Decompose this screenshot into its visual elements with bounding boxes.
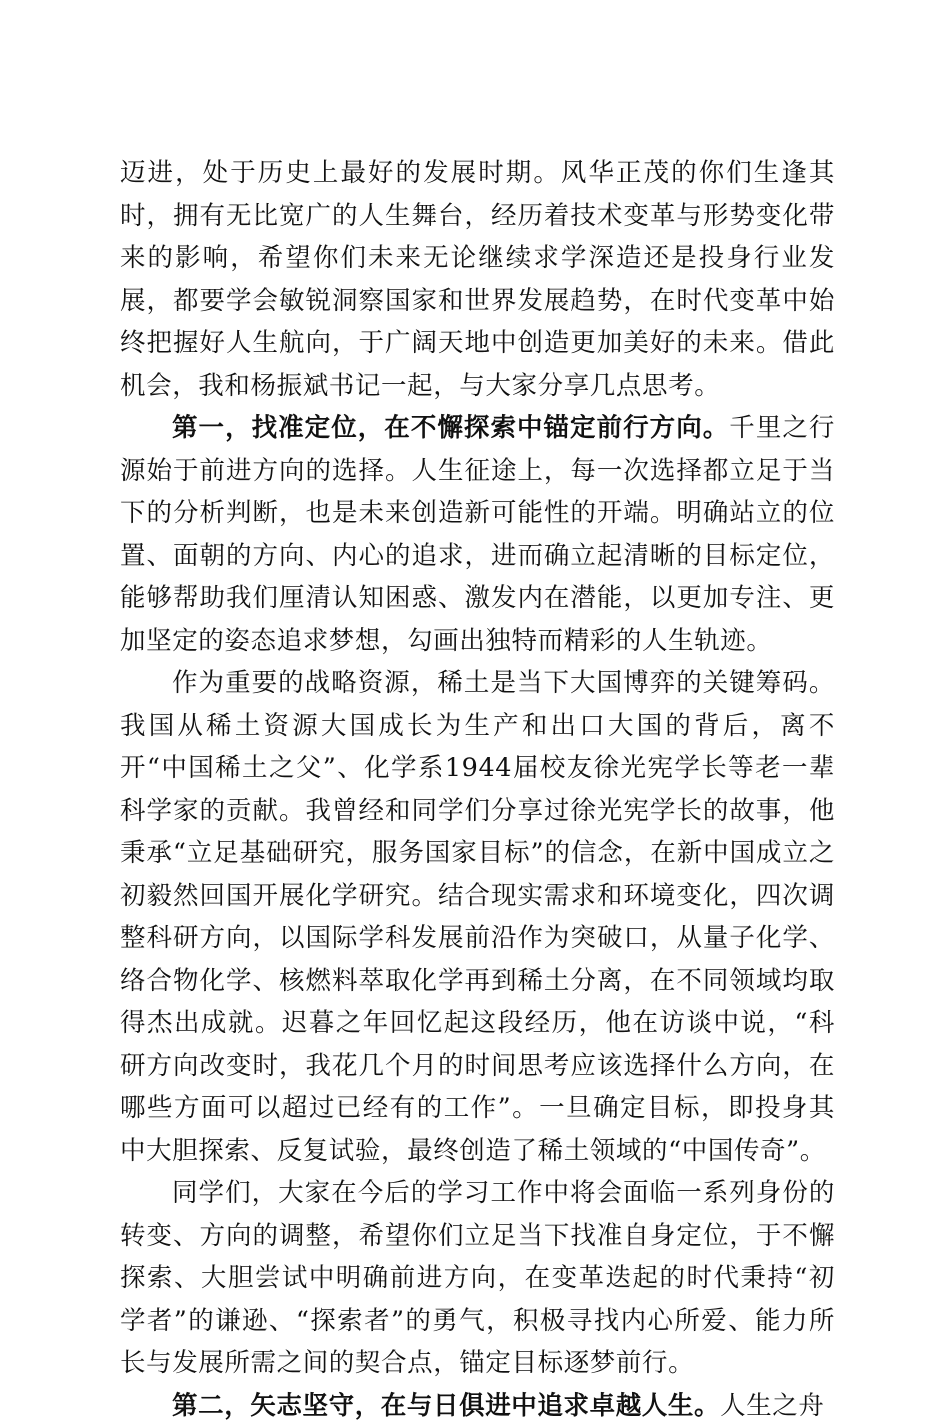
section-heading-second: 第二，矢志坚守，在与日俱进中追求卓越人生。 [172,1391,720,1421]
paragraph-intro [120,152,835,407]
paragraph-text: 作为重要的战略资源，稀土是当下大国博弈的关键筹码。我国从稀土资源大国成长为生产和出口大国的背后，离不开“中国稀土之父”、化学系1944届校友徐光宪学长等老一辈科学家的贡献。我曾经和同学们分享过徐光宪学长的故事，他秉承“立足基础研究，服务国家目标”的信念，在新中国成立之初毅然回国开展化学研究。结合现实需求和环境变化，四次调整科研方向，以国际学科发展前沿作为突破口，从量子化学、络合物化学、核燃料萃取化学再到稀土分离，在不同领域均取得杰出成就。迟暮之年回忆起这段经历，他在访谈中说，“科研方向改变时，我花几个月的时间思考应该选择什么方向，在哪些方面可以超过已经有的工作”。一旦确定目标，即投身其中大胆探索、反复试验，最终创造了稀土领域的“中国传奇”。 [120,668,835,1166]
body-text [120,152,835,1427]
paragraph-students [120,1172,835,1385]
paragraph-text: 千里之行源始于前进方向的选择。人生征途上，每一次选择都立足于当下的分析判断，也是未来创造新可能性的开端。明确站立的位置、面朝的方向、内心的追求，进而确立起清晰的目标定位，能够帮助我们厘清认知困惑、激发内在潜能，以更加专注、更加坚定的姿态追求梦想，勾画出独特而精彩的人生轨迹。 [120,413,835,656]
paragraph-point-one [120,407,835,662]
paragraph-point-two [120,1385,835,1427]
paragraph-rare-earth [120,662,835,1172]
paragraph-text: 人生之舟 [720,1391,824,1421]
paragraph-text: 同学们，大家在今后的学习工作中将会面临一系列身份的转变、方向的调整，希望你们立足当下找准自身定位，于不懈探索、大胆尝试中明确前进方向，在变革迭起的时代秉持“初学者”的谦逊、“探索者”的勇气，积极寻找内心所爱、能力所长与发展所需之间的契合点，锚定目标逐梦前行。 [120,1178,835,1378]
section-heading-first: 第一，找准定位，在不懈探索中锚定前行方向。 [172,413,729,443]
paragraph-text: 迈进，处于历史上最好的发展时期。风华正茂的你们生逢其时，拥有无比宽广的人生舞台，经历着技术变革与形势变化带来的影响，希望你们未来无论继续求学深造还是投身行业发展，都要学会敏锐洞察国家和世界发展趋势，在时代变革中始终把握好人生航向，于广阔天地中创造更加美好的未来。借此机会，我和杨振斌书记一起，与大家分享几点思考。 [120,158,835,401]
